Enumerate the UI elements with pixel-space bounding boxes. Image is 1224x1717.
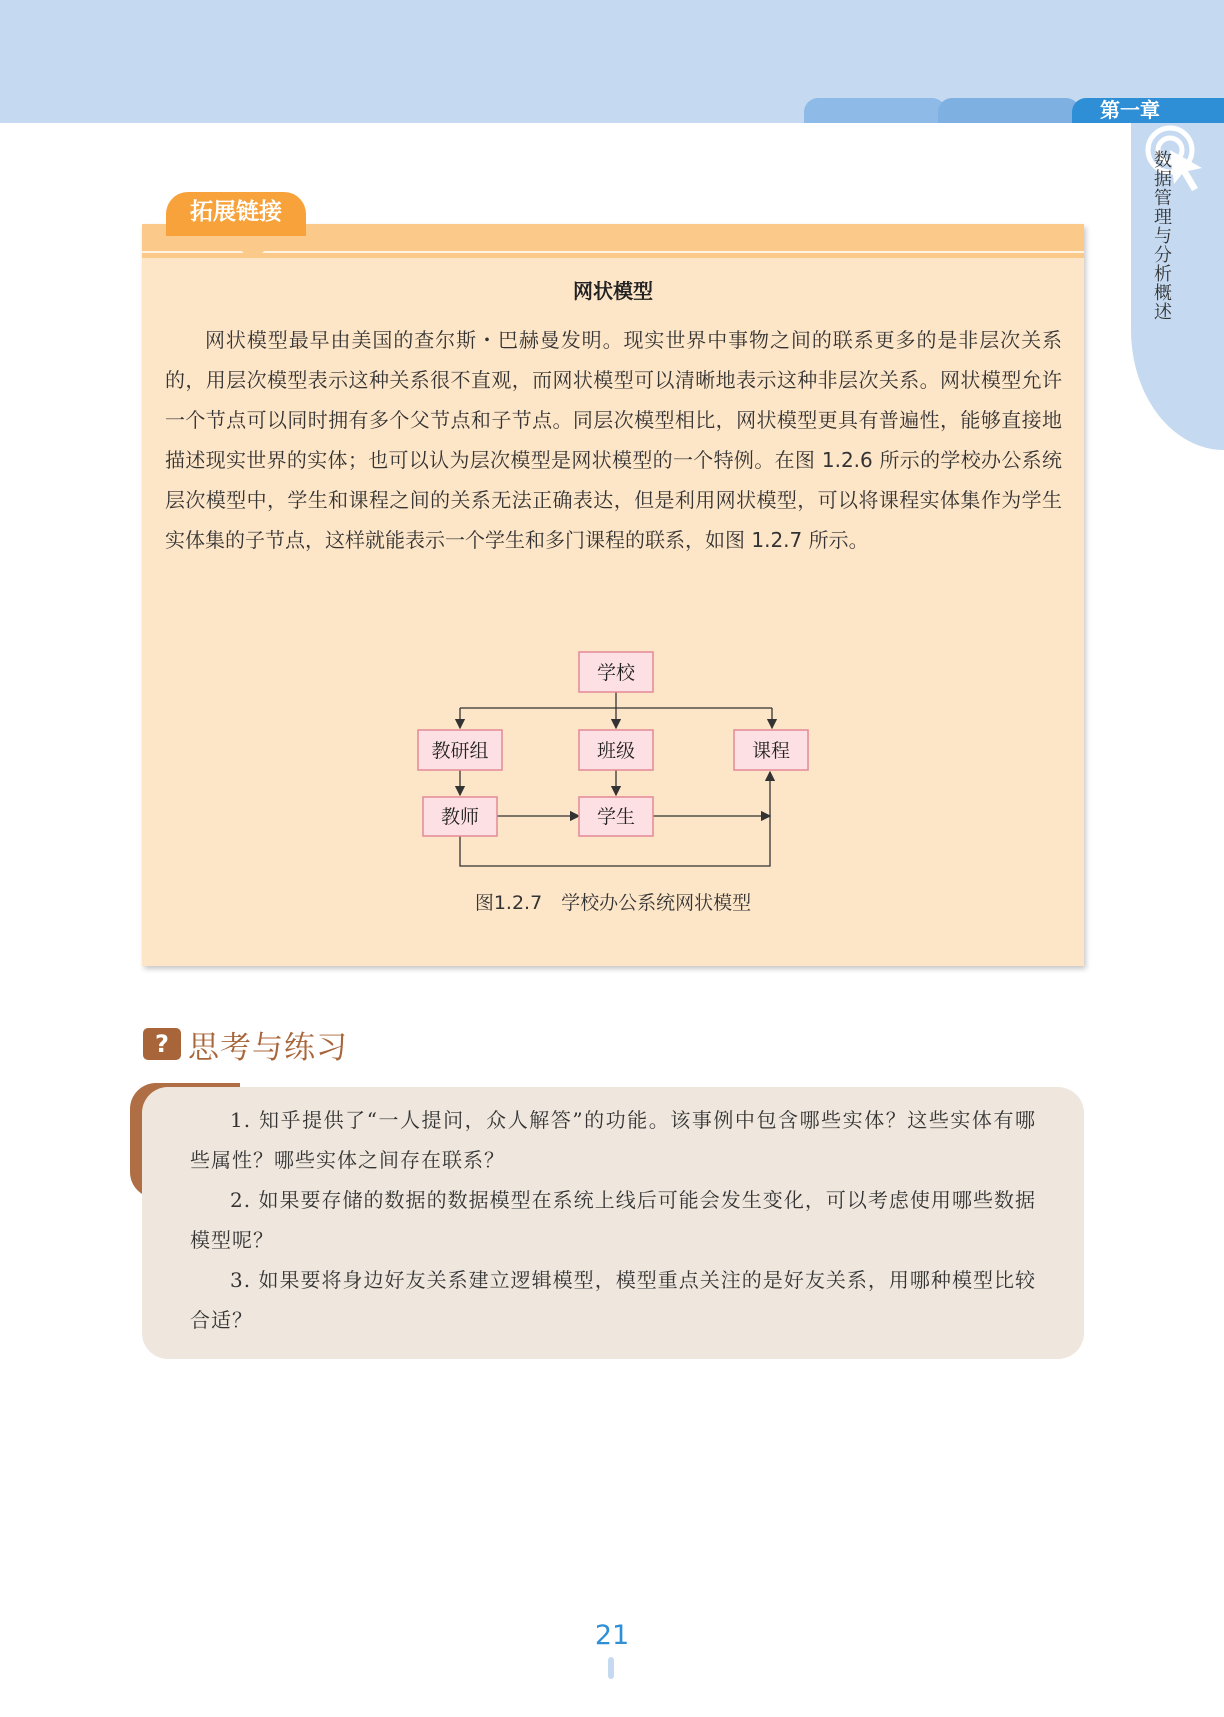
section-title: 思考与练习 xyxy=(188,1030,348,1066)
node-school: 学校 xyxy=(596,662,636,684)
chapter-tab: 第一章 xyxy=(1072,98,1224,123)
chapter-tab-decoration xyxy=(804,98,946,123)
node-teacher: 教师 xyxy=(440,806,480,828)
chapter-tab-decoration xyxy=(938,98,1080,123)
network-model-diagram xyxy=(142,640,1084,870)
practice-item: 1. 知乎提供了“一人提问，众人解答”的功能。该事例中包含哪些实体？这些实体有哪些属性？哪些实体之间存在联系？ xyxy=(190,1108,1036,1172)
question-icon: ? xyxy=(143,1028,181,1060)
figure-caption: 图1.2.7 学校办公系统网状模型 xyxy=(474,892,752,914)
extension-title: 网状模型 xyxy=(573,279,653,303)
node-course: 课程 xyxy=(751,740,791,762)
extension-paragraph: 网状模型最早由美国的查尔斯・巴赫曼发明。现实世界中事物之间的联系更多的是非层次关系的，用层次模型表示这种关系很不直观，而网状模型可以清晰地表示这种非层次关系。网状模型允许一个节点可以同时拥有多个父节点和子节点。同层次模型相比，网状模型更具有普遍性，能够直接地描述现实世界的实体；也可以认为层次模型是网状模型的一个特例。在图 1.2.6 所示的学校办公系统层次模型中，学生和课程之间的关系无法正确表达，但是利用网状模型，可以将课程实体集作为学生实体集的子节点，这样就能表示一个学生和多门课程的联系，如图 1.2.7 所示。 xyxy=(165,328,1062,552)
practice-item: 3. 如果要将身边好友关系建立逻辑模型，模型重点关注的是好友关系，用哪种模型比较合适？ xyxy=(190,1268,1036,1332)
practice-list xyxy=(190,1100,1036,1340)
side-chapter-title: 数据管理与分析概述 xyxy=(1151,150,1172,321)
extension-tab: 拓展链接 xyxy=(166,192,306,236)
node-class: 班级 xyxy=(596,740,636,762)
practice-item: 2. 如果要存储的数据的数据模型在系统上线后可能会发生变化，可以考虑使用哪些数据模型呢？ xyxy=(190,1188,1036,1252)
node-student: 学生 xyxy=(596,806,636,828)
page-number: 21 xyxy=(594,1620,630,1651)
page-mark xyxy=(608,1657,614,1679)
extension-header-line xyxy=(142,251,1084,253)
node-teaching-group: 教研组 xyxy=(431,740,489,762)
